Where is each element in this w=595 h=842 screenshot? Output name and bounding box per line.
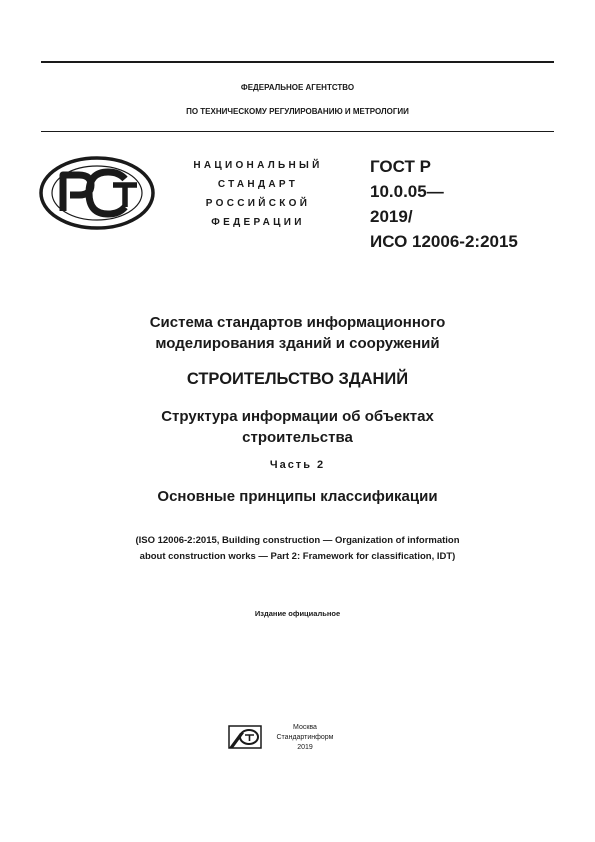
header-rule [41,131,554,132]
part-title: Основные принципы классификации [157,488,438,505]
rst-mark-icon [39,155,157,231]
national-standard-line-3: РОССИЙСКОЙ [205,198,311,209]
international-reference-line-2: about construction works — Part 2: Framework for classification, IDT) [139,551,456,562]
designation-line-4: ИСО 12006-2:2015 [370,232,518,251]
national-standard-label [170,156,346,232]
main-title: СТРОИТЕЛЬСТВО ЗДАНИЙ [186,370,409,388]
designation-line-2: 10.0.05— [370,182,444,201]
publication-year: 2019 [297,744,313,751]
series-title [0,312,595,354]
series-title-line-2: моделирования зданий и сооружений [155,335,440,352]
top-rule [41,61,554,63]
national-standard-line-2: СТАНДАРТ [217,179,299,190]
designation-line-3: 2019/ [370,207,413,226]
designation-line-1: ГОСТ Р [370,157,431,176]
subtitle-line-2: строительства [242,429,353,446]
national-standard-line-1: НАЦИОНАЛЬНЫЙ [193,160,323,171]
standartinform-logo-icon [228,725,262,749]
agency-line-1: ФЕДЕРАЛЬНОЕ АГЕНТСТВО [240,83,355,92]
agency-line-2: ПО ТЕХНИЧЕСКОМУ РЕГУЛИРОВАНИЮ И МЕТРОЛОГИИ [186,107,409,116]
edition-note: Издание официальное [254,609,341,618]
international-reference-line-1: (ISO 12006-2:2015, Building construction — Organization of information [135,535,460,546]
series-title-line-1: Система стандартов информационного [149,314,446,331]
publisher-name: Стандартинформ [276,734,334,741]
publisher-info [265,723,345,753]
part-number: Часть 2 [269,459,326,471]
subtitle-line-1: Структура информации об объектах [161,408,434,425]
standard-designation [370,154,518,254]
subtitle [0,406,595,448]
publisher-city: Москва [293,724,317,731]
international-reference [0,533,595,565]
national-standard-line-4: ФЕДЕРАЦИИ [211,217,305,228]
